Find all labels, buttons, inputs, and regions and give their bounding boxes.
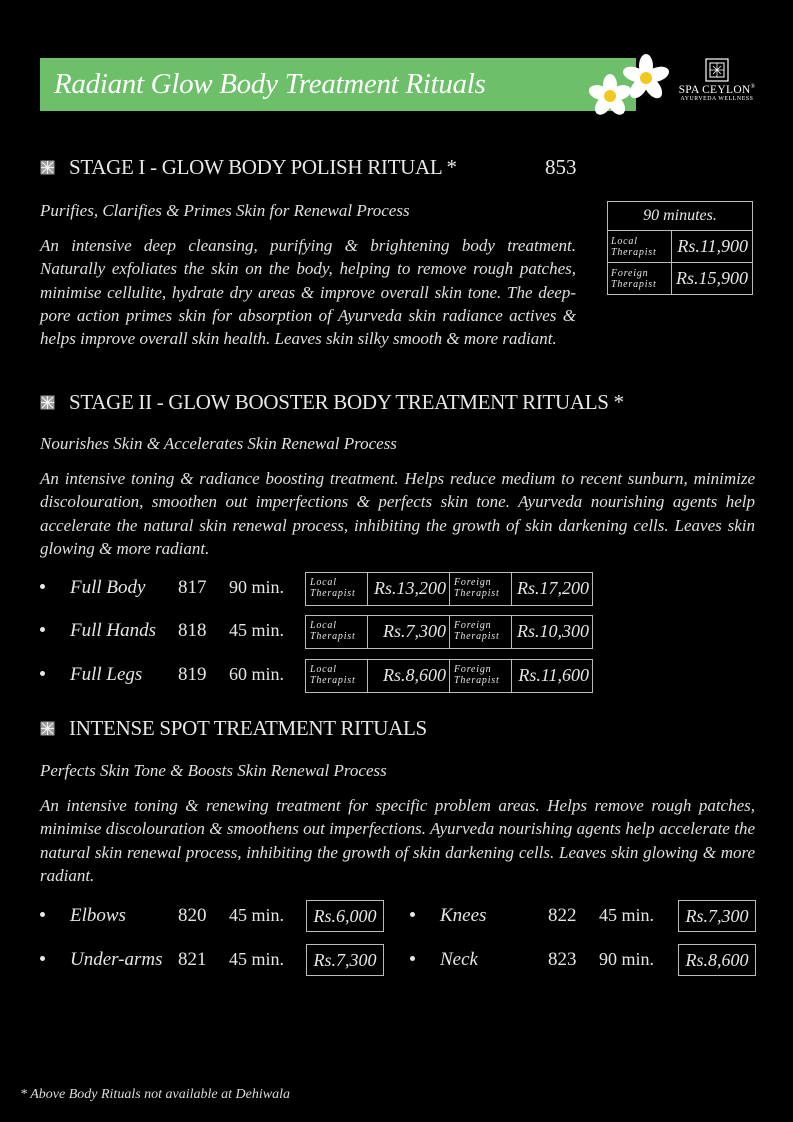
list-item	[410, 900, 770, 934]
treatment-name: Elbows	[70, 905, 126, 926]
treatment-code: 817	[178, 577, 207, 598]
bullet-dot-icon	[40, 671, 45, 676]
stage1-foreign-price: Rs.15,900	[672, 263, 753, 295]
local-price: Rs.7,300	[368, 616, 450, 648]
stage2-heading-text: STAGE II - GLOW BOOSTER BODY TREATMENT RITUALS *	[69, 390, 624, 414]
foreign-therapist-label: Foreign Therapist	[450, 660, 512, 692]
foreign-price: Rs.10,300	[517, 621, 589, 641]
logo-emblem-icon	[705, 58, 729, 82]
local-therapist-label: Local Therapist	[306, 660, 368, 692]
bullet-dot-icon	[40, 956, 45, 961]
brand-tagline: AYURVEDA WELLNESS	[680, 96, 754, 102]
footnote: * Above Body Rituals not available at Dehiwala	[20, 1087, 290, 1102]
spot-subtitle: Perfects Skin Tone & Boosts Skin Renewal Process	[40, 761, 387, 780]
spa-ceylon-logo	[672, 58, 762, 102]
stage1-price-table	[607, 201, 753, 295]
treatment-duration: 45 min.	[229, 620, 285, 640]
foreign-therapist-label: Foreign Therapist	[608, 263, 672, 295]
ornament-square-icon	[40, 395, 55, 410]
stage1-heading-text: STAGE I - GLOW BODY POLISH RITUAL *	[69, 155, 457, 179]
stage2-description: An intensive toning & radiance boosting treatment. Helps reduce medium to recent sunburn, minimize discolouration, smoothen out imperfections & perfects skin tone. Ayurveda nourishing agents help accelerate the natural skin renewal process, inhibiting the growth of skin darkening cells. Leaves skin glowing & more radiant.	[40, 469, 755, 558]
price-box: Rs.8,600	[678, 944, 756, 976]
price-box: Rs.7,300	[678, 900, 756, 932]
treatment-name: Knees	[440, 905, 487, 926]
treatment-duration: 45 min.	[229, 949, 285, 969]
treatment-code: 822	[548, 905, 577, 926]
foreign-therapist-label: Foreign Therapist	[450, 573, 512, 605]
list-item	[40, 900, 400, 934]
stage1-heading	[40, 155, 457, 180]
treatment-code: 821	[178, 949, 207, 970]
stage1-code: 853	[545, 155, 577, 179]
local-therapist-label: Local Therapist	[306, 573, 368, 605]
treatment-duration: 90 min.	[599, 949, 655, 969]
spot-heading-text: INTENSE SPOT TREATMENT RITUALS	[69, 716, 427, 740]
treatment-name: Under-arms	[70, 949, 163, 970]
foreign-price: Rs.11,600	[518, 665, 589, 685]
treatment-name: Full Legs	[70, 664, 143, 685]
treatment-duration: 45 min.	[229, 905, 285, 925]
treatment-name: Full Body	[70, 577, 146, 598]
bullet-dot-icon	[410, 912, 415, 917]
treatment-name: Full Hands	[70, 620, 157, 641]
stage1-local-price: Rs.11,900	[672, 231, 753, 263]
treatment-duration: 60 min.	[229, 664, 285, 684]
treatment-name: Neck	[440, 949, 478, 970]
spot-heading	[40, 716, 427, 741]
list-item	[410, 944, 770, 978]
price-box	[305, 615, 593, 649]
title-banner	[40, 58, 636, 111]
frangipani-flowers-icon	[584, 52, 674, 122]
local-therapist-label: Local Therapist	[608, 231, 672, 263]
price-box	[305, 572, 593, 606]
local-therapist-label: Local Therapist	[306, 616, 368, 648]
spot-description: An intensive toning & renewing treatment for specific problem areas. Helps remove rough patches, minimise discolouration & smoothens out imperfections. Ayurveda nourishing agents help accelerate the natural skin renewal process, inhibiting the growth of skin darkening cells. Leaves skin glowing & more radiant.	[40, 796, 755, 885]
bullet-dot-icon	[40, 627, 45, 632]
ornament-square-icon	[40, 721, 55, 736]
stage1-description: An intensive deep cleansing, purifying & brightening body treatment. Naturally exfoliates the skin on the body, helping to remove rough patches, minimise cellulite, hydrate dry areas & improve overall skin tone. The deep-pore action primes skin for absorption of Ayurveda skin radiance actives & helps improve overall skin health. Leaves skin silky smooth & more radiant.	[40, 236, 576, 349]
stage2-heading	[40, 390, 624, 415]
foreign-therapist-label: Foreign Therapist	[450, 616, 512, 648]
treatment-code: 819	[178, 664, 207, 685]
treatment-duration: 90 min.	[229, 577, 285, 597]
treatment-duration: 45 min.	[599, 905, 655, 925]
local-price: Rs.13,200	[368, 573, 450, 605]
price-box: Rs.7,300	[306, 944, 384, 976]
brand-name: SPA CEYLON®	[678, 84, 756, 96]
bullet-dot-icon	[40, 912, 45, 917]
ornament-square-icon	[40, 160, 55, 175]
stage1-subtitle: Purifies, Clarifies & Primes Skin for Renewal Process	[40, 201, 410, 220]
local-price: Rs.8,600	[368, 660, 450, 692]
bullet-dot-icon	[40, 584, 45, 589]
price-box: Rs.6,000	[306, 900, 384, 932]
stage1-duration: 90 minutes.	[608, 202, 753, 231]
page-title: Radiant Glow Body Treatment Rituals	[54, 68, 486, 100]
treatment-code: 823	[548, 949, 577, 970]
bullet-dot-icon	[410, 956, 415, 961]
price-box	[305, 659, 593, 693]
list-item	[40, 944, 400, 978]
treatment-code: 820	[178, 905, 207, 926]
foreign-price: Rs.17,200	[517, 578, 589, 598]
treatment-code: 818	[178, 620, 207, 641]
stage2-subtitle: Nourishes Skin & Accelerates Skin Renewal Process	[40, 434, 397, 453]
